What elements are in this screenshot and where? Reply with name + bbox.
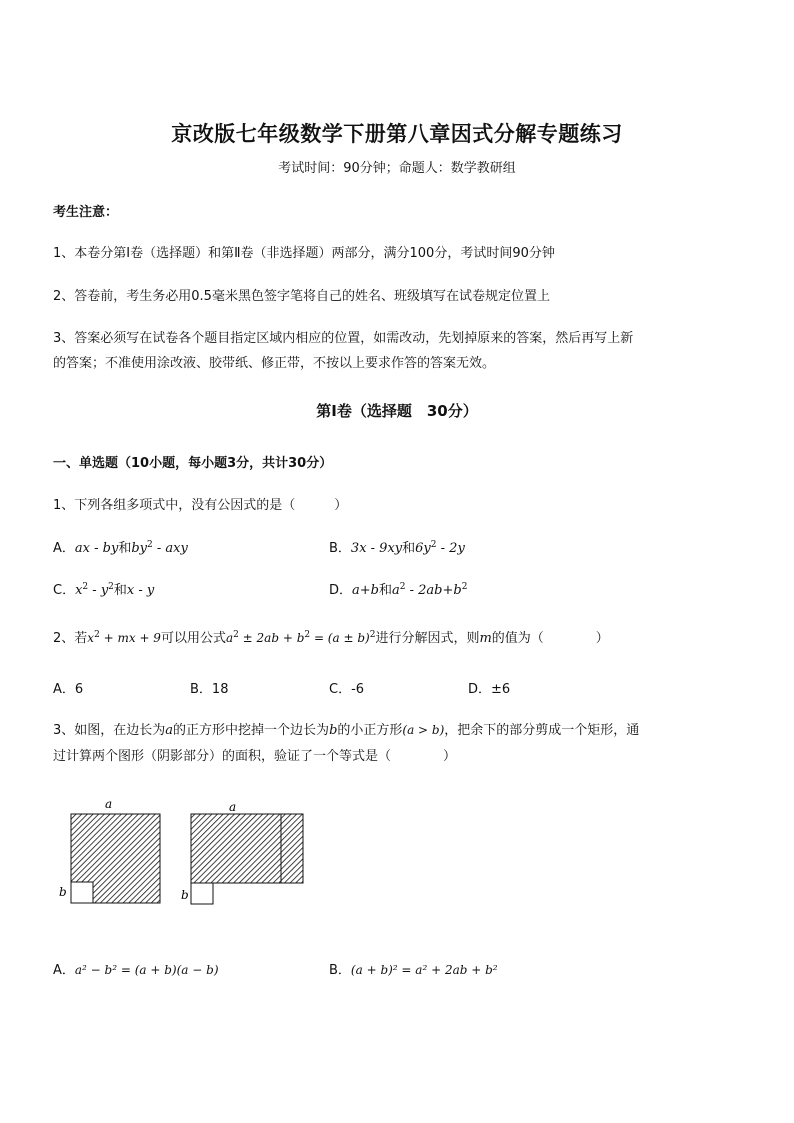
small-square-right	[191, 883, 213, 904]
q1-option-d: D．a+b和$a^2 - 2ab+b^2$	[329, 582, 468, 598]
page-title: 京改版七年级数学下册第八章因式分解专题练习	[171, 122, 623, 146]
fig-label-a-right: a	[229, 800, 237, 814]
section-title: 第Ⅰ卷（选择题 30分）	[316, 402, 478, 420]
q3-stem-line2: 过计算两个图形（阴影部分）的面积，验证了一个等式是（ ）	[53, 749, 457, 764]
q2-stem: 2、若$x^2$ + mx + 9可以用公式$a^2 \pm 2ab + b^2 = (a \pm b)^2$进行分解因式，则m的值为（ ）	[53, 630, 609, 646]
fig-label-a-left: a	[105, 797, 113, 811]
q1-option-c: C．$x^2 - y^2$和x - y	[53, 582, 155, 598]
q2-option-b: B．18	[190, 682, 229, 697]
fig-label-b-right: b	[181, 888, 189, 902]
q1-stem: 1、下列各组多项式中，没有公因式的是（ ）	[53, 498, 348, 513]
part-heading: 一、单选题（10小题，每小题3分，共计30分）	[53, 456, 333, 471]
fig-label-b-left: b	[59, 885, 67, 899]
q3-option-a: A．a² − b² = (a + b)(a − b)	[53, 963, 219, 978]
q2-option-d: D．±6	[468, 682, 511, 697]
notice-item-3-cont: 的答案；不准使用涂改液、胶带纸、修正带，不按以上要求作答的答案无效。	[53, 356, 496, 371]
notice-item-1: 1、本卷分第Ⅰ卷（选择题）和第Ⅱ卷（非选择题）两部分，满分100分，考试时间90分钟	[53, 246, 555, 261]
q3-option-b: B．(a + b)² = a² + 2ab + b²	[329, 963, 498, 978]
q3-stem-line1: 3、如图，在边长为a的正方形中挖掉一个边长为b的小正方形(a > b)，把余下的部分剪成一个矩形，通	[53, 723, 640, 738]
small-square-cutout	[71, 882, 93, 903]
notice-item-2: 2、答卷前，考生务必用0.5毫米黑色签字笔将自己的姓名、班级填写在试卷规定位置上	[53, 289, 550, 304]
q3-figure	[55, 795, 315, 910]
q1-option-a: A．ax - by和$by^2$ - axy	[53, 540, 188, 556]
rearranged-shape	[191, 814, 303, 904]
q2-option-c: C．-6	[329, 682, 365, 697]
q1-option-b: B．3x - 9xy和$6y^2 - 2y$	[329, 540, 465, 556]
square-with-cutout	[71, 814, 160, 903]
exam-info: 考试时间：90分钟；命题人：数学教研组	[278, 161, 516, 176]
notice-heading: 考生注意：	[53, 205, 119, 220]
q2-option-a: A．6	[53, 682, 84, 697]
notice-item-3: 3、答案必须写在试卷各个题目指定区域内相应的位置，如需改动，先划掉原来的答案，然后再写上新	[53, 331, 634, 346]
